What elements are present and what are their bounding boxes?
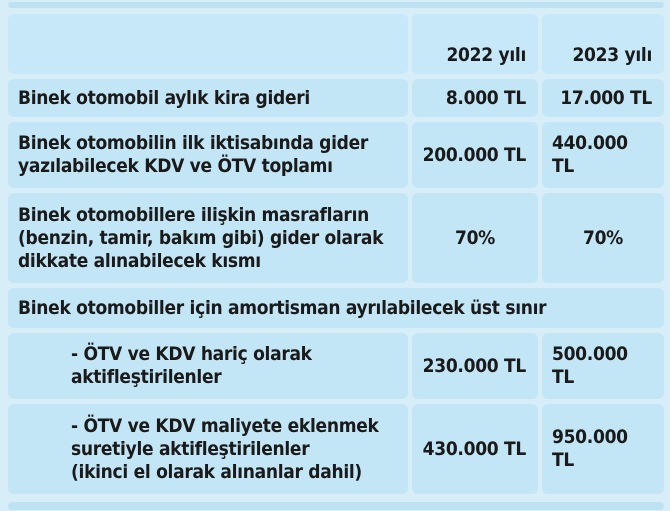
cell-value: 500.000 TL <box>552 343 628 388</box>
subrow-included-2023 <box>542 404 664 494</box>
row-monthly-rent-2023 <box>542 79 664 117</box>
column-header-2023-label: 2023 yılı <box>572 43 652 66</box>
column-header-2022 <box>412 14 538 74</box>
cell-value: 950.000 TL <box>552 426 628 471</box>
column-header-2023 <box>542 14 664 74</box>
cell-value: 70% <box>582 226 623 249</box>
row-kdv-otv-2023 <box>542 122 664 188</box>
row-label: Binek otomobillere ilişkin masrafların (benzin, tamir, bakım gibi) gider olarak dikkate alınabilecek kısmı <box>18 203 384 272</box>
subrow-included-2022 <box>412 404 538 494</box>
row-kdv-otv-label <box>8 122 408 188</box>
cell-value: 17.000 TL <box>560 86 652 109</box>
cell-value: 8.000 TL <box>445 86 526 109</box>
section-depreciation-title <box>8 288 664 328</box>
cell-value: 430.000 TL <box>422 437 526 460</box>
row-expenses-2023 <box>542 193 664 283</box>
cell-value: 200.000 TL <box>422 143 526 166</box>
row-monthly-rent-label <box>8 79 408 117</box>
row-label: - ÖTV ve KDV hariç olarak aktifleştirilenler <box>71 343 312 388</box>
section-title: Binek otomobiller için amortisman ayrılabilecek üst sınır <box>18 296 547 319</box>
cell-value: 440.000 TL <box>552 132 628 177</box>
row-kdv-otv-2022 <box>412 122 538 188</box>
subrow-excluded-label <box>8 333 408 399</box>
row-expenses-2022 <box>412 193 538 283</box>
subrow-included-label <box>8 404 408 494</box>
row-label: Binek otomobilin ilk iktisabında gider yazılabilecek KDV ve ÖTV toplamı <box>18 132 369 177</box>
row-expenses-label <box>8 193 408 283</box>
row-label: - ÖTV ve KDV maliyete eklenmek suretiyle aktifleştirilenler (ikinci el olarak alınanlar dahil) <box>71 414 379 483</box>
row-label: Binek otomobil aylık kira gideri <box>18 86 310 109</box>
subrow-excluded-2023 <box>542 333 664 399</box>
cell-value: 70% <box>454 226 495 249</box>
bottom-divider <box>8 502 664 510</box>
header-empty-cell <box>8 14 408 74</box>
subrow-excluded-2022 <box>412 333 538 399</box>
row-monthly-rent-2022 <box>412 79 538 117</box>
column-header-2022-label: 2022 yılı <box>446 43 526 66</box>
top-divider <box>8 2 664 8</box>
cell-value: 230.000 TL <box>422 354 526 377</box>
